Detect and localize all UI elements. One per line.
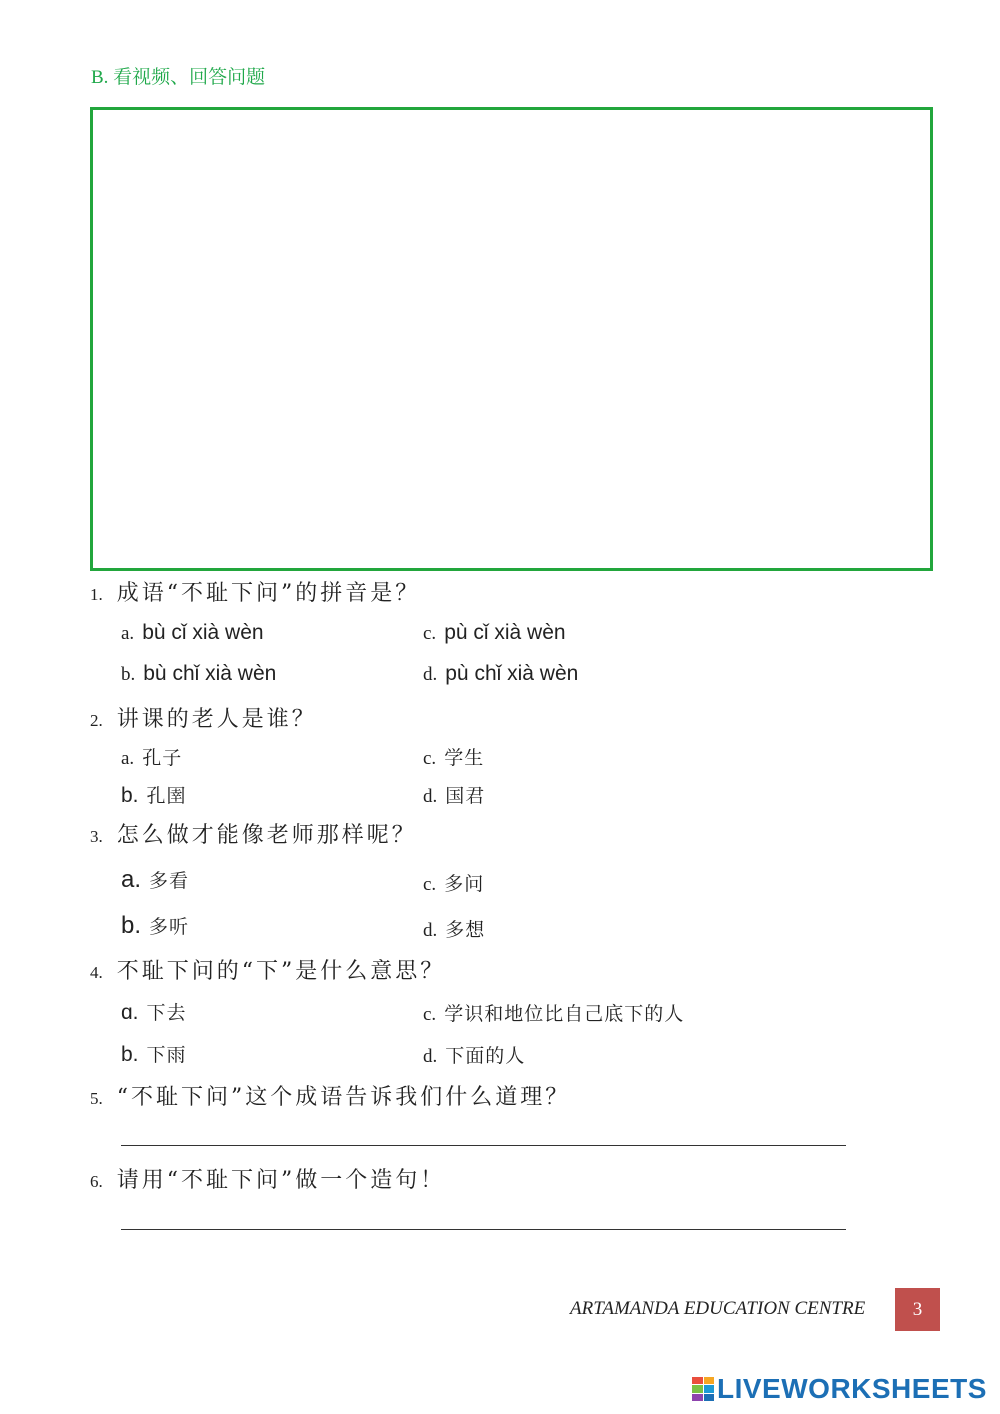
option-3b[interactable] <box>121 912 189 940</box>
option-label: c. <box>423 623 437 644</box>
question-4 <box>90 954 445 985</box>
option-text: 多看 <box>149 870 190 892</box>
option-label: a. <box>121 866 142 893</box>
question-number: 1. <box>90 585 103 604</box>
footer-centre-name: ARTAMANDA EDUCATION CENTRE <box>570 1298 866 1319</box>
question-1 <box>90 576 420 607</box>
option-text: 孔圉 <box>146 785 187 807</box>
option-1b[interactable] <box>121 661 276 686</box>
option-label: d. <box>423 920 438 941</box>
question-number: 6. <box>90 1172 103 1191</box>
question-number: 5. <box>90 1089 103 1108</box>
option-text: 下雨 <box>146 1044 187 1066</box>
question-number: 4. <box>90 963 103 982</box>
question-text: 不耻下问的“下”是什么意思？ <box>116 959 446 984</box>
option-text: pù cǐ xià wèn <box>444 621 566 644</box>
option-text: 国君 <box>445 785 486 807</box>
question-6 <box>90 1163 445 1194</box>
option-label: b. <box>121 1043 139 1066</box>
question-3 <box>90 818 417 849</box>
question-text: 怎么做才能像老师那样呢？ <box>116 823 417 848</box>
option-label: a. <box>121 623 135 644</box>
option-label: c. <box>423 748 437 769</box>
option-4b[interactable] <box>121 1040 187 1067</box>
option-2d[interactable] <box>423 781 485 808</box>
option-label: d. <box>423 1046 438 1067</box>
option-4d[interactable] <box>423 1041 525 1068</box>
option-label: d. <box>423 786 438 807</box>
option-1c[interactable] <box>423 620 566 645</box>
option-text: 孔子 <box>142 747 183 769</box>
option-label: ɑ. <box>121 1001 139 1024</box>
option-label: b. <box>121 912 142 939</box>
question-text: 请用“不耻下问”做一个造句！ <box>116 1168 446 1193</box>
liveworksheets-wordmark: LIVEWORKSHEETS <box>717 1373 987 1404</box>
option-text: bù cǐ xià wèn <box>142 621 264 644</box>
option-label: c. <box>423 874 437 895</box>
question-5 <box>90 1080 570 1111</box>
option-label: b. <box>121 784 139 807</box>
option-label: c. <box>423 1004 437 1025</box>
liveworksheets-icon <box>692 1377 714 1401</box>
option-label: d. <box>423 664 438 685</box>
question-number: 3. <box>90 827 103 846</box>
answer-line-6[interactable] <box>121 1229 846 1230</box>
option-1d[interactable] <box>423 661 578 686</box>
option-2a[interactable] <box>121 743 182 770</box>
question-2 <box>90 702 317 733</box>
option-2b[interactable] <box>121 781 187 808</box>
option-text: 多想 <box>445 919 486 941</box>
question-text: 成语“不耻下问”的拼音是？ <box>116 581 421 606</box>
question-number: 2. <box>90 711 103 730</box>
question-text: 讲课的老人是谁？ <box>116 707 317 732</box>
section-title: B. 看视频、回答问题 <box>91 67 266 88</box>
option-text: 下去 <box>146 1002 187 1024</box>
option-text: pù chǐ xià wèn <box>445 662 579 685</box>
option-text: 多问 <box>444 873 485 895</box>
option-1a[interactable] <box>121 620 264 645</box>
option-label: b. <box>121 664 136 685</box>
option-text: 学生 <box>444 747 485 769</box>
liveworksheets-logo <box>692 1374 987 1404</box>
option-4c[interactable] <box>423 999 684 1026</box>
option-3c[interactable] <box>423 869 484 896</box>
option-text: 下面的人 <box>445 1045 526 1067</box>
page-number-badge: 3 <box>895 1288 940 1331</box>
answer-line-5[interactable] <box>121 1145 846 1146</box>
video-frame[interactable] <box>90 107 933 571</box>
option-text: 学识和地位比自己底下的人 <box>444 1003 685 1025</box>
option-text: 多听 <box>149 916 190 938</box>
option-4a[interactable] <box>121 998 187 1025</box>
option-text: bù chǐ xià wèn <box>143 662 277 685</box>
question-text: “不耻下问”这个成语告诉我们什么道理？ <box>116 1085 571 1110</box>
option-2c[interactable] <box>423 743 484 770</box>
option-label: a. <box>121 748 135 769</box>
option-3a[interactable] <box>121 866 189 894</box>
option-3d[interactable] <box>423 915 485 942</box>
